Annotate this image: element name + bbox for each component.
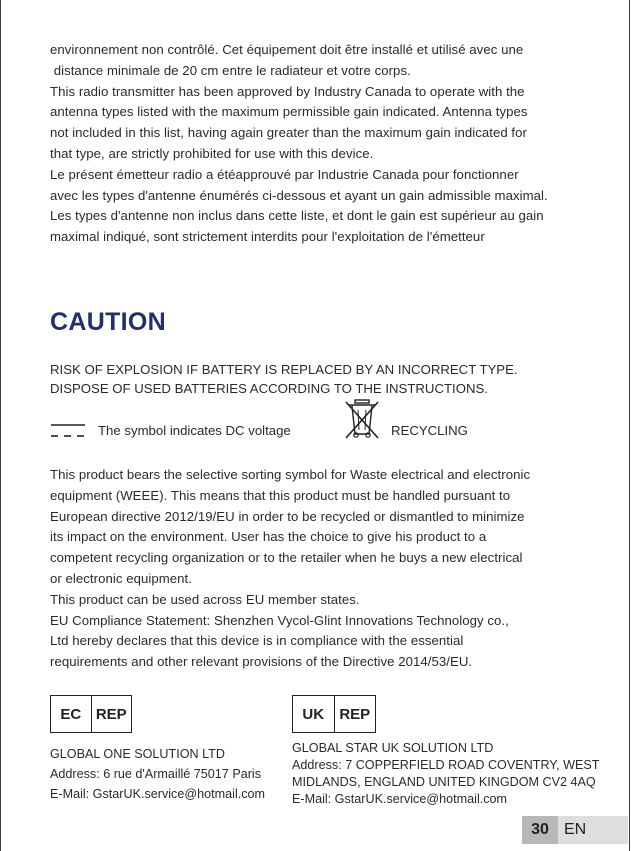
dc-voltage-icon — [51, 423, 85, 439]
page-footer-badge — [522, 816, 628, 844]
weee-line: competent recycling organization or to the retailer when he buys a new electrical — [50, 550, 523, 566]
weee-line: This product can be used across EU member states. — [50, 591, 360, 607]
ec-rep-address — [50, 744, 265, 804]
weee-line: EU Compliance Statement: Shenzhen Vycol-Glint Innovations Technology co., — [50, 612, 509, 628]
recycling-label: RECYCLING — [391, 423, 468, 438]
weee-line: Ltd hereby declares that this device is in compliance with the essential — [50, 633, 464, 649]
weee-line: European directive 2012/19/EU in order to be recycled or dismantled to minimize — [50, 508, 525, 524]
ec-rep-right: REP — [91, 696, 132, 732]
weee-line: This product bears the selective sorting symbol for Waste electrical and electronic — [50, 467, 531, 482]
intro-line: environnement non contrôlé. Cet équipement doit être installé et utilisé avec une — [50, 42, 524, 57]
weee-paragraph — [50, 465, 610, 673]
ec-rep-mark — [50, 695, 132, 733]
intro-line: Les types d'antenne non inclus dans cette liste, et dont le gain est supérieur au gain — [50, 208, 544, 224]
page-border-left — [0, 0, 1, 851]
uk-rep-line: E-Mail: GstarUK.service@hotmail.com — [292, 792, 508, 806]
intro-paragraph — [50, 40, 610, 248]
uk-rep-line: MIDLANDS, ENGLAND UNITED KINGDOM CV2 4AQ — [292, 775, 596, 789]
weee-line: its impact on the environment. User has the choice to give his product to a — [50, 529, 487, 545]
crossed-bin-icon — [344, 398, 380, 442]
intro-line: distance minimale de 20 cm entre le radiateur et votre corps. — [50, 62, 411, 78]
uk-rep-left: UK — [302, 705, 325, 723]
intro-line: that type, are strictly prohibited for use with this device. — [50, 145, 374, 161]
warning-line: DISPOSE OF USED BATTERIES ACCORDING TO THE INSTRUCTIONS. — [50, 381, 488, 396]
battery-warning — [50, 360, 518, 398]
uk-rep-right: REP — [334, 696, 376, 732]
ec-rep-line: Address: 6 rue d'Armaillé 75017 Paris — [50, 767, 262, 781]
intro-line: antenna types listed with the maximum permissible gain indicated. Antenna types — [50, 104, 528, 120]
warning-line: RISK OF EXPLOSION IF BATTERY IS REPLACED BY AN INCORRECT TYPE. — [50, 362, 518, 377]
weee-line: or electronic equipment. — [50, 570, 192, 586]
weee-line: requirements and other relevant provisions of the Directive 2014/53/EU. — [50, 654, 473, 670]
dc-voltage-label: The symbol indicates DC voltage — [98, 423, 291, 438]
weee-line: equipment (WEEE). This means that this product must be handled pursuant to — [50, 487, 511, 503]
uk-rep-address — [292, 740, 599, 808]
caution-heading: CAUTION — [50, 308, 166, 336]
uk-rep-mark — [292, 695, 376, 733]
intro-line: avec les types d'antenne énumérés ci-dessous et ayant un gain admissible maximal. — [50, 187, 548, 203]
ec-rep-line: E-Mail: GstarUK.service@hotmail.com — [50, 787, 266, 801]
uk-rep-line: GLOBAL STAR UK SOLUTION LTD — [292, 741, 494, 755]
intro-line: This radio transmitter has been approved by Industry Canada to operate with the — [50, 83, 525, 99]
ec-rep-line: GLOBAL ONE SOLUTION LTD — [50, 747, 225, 761]
intro-line: not included in this list, having again greater than the maximum gain indicated for — [50, 125, 527, 141]
page-border-right — [629, 0, 630, 851]
intro-line: maximal indiqué, sont strictement interdits pour l'exploitation de l'émetteur — [50, 229, 485, 245]
page-number: 30 — [522, 816, 558, 844]
language-code: EN — [558, 816, 628, 844]
uk-rep-line: Address: 7 COPPERFIELD ROAD COVENTRY, WEST — [292, 758, 600, 772]
intro-line: Le présent émetteur radio a étéapprouvé par Industrie Canada pour fonctionner — [50, 166, 519, 182]
ec-rep-left: EC — [60, 705, 82, 723]
